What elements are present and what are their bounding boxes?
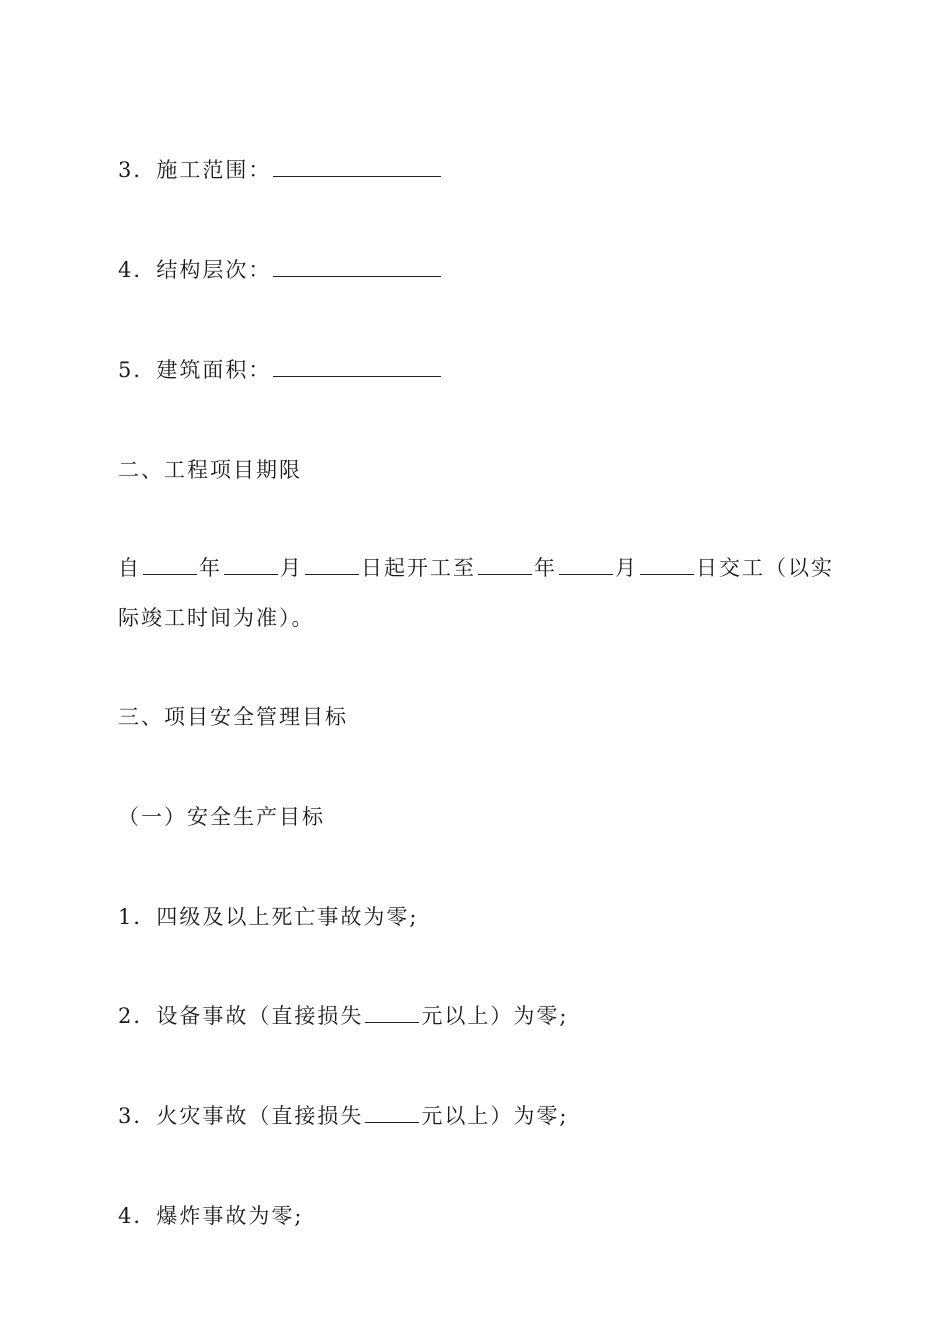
year-blank[interactable] [143, 554, 197, 575]
month-blank[interactable] [559, 554, 613, 575]
goal-item [118, 1101, 568, 1131]
period-text: 月 [280, 556, 303, 580]
day-blank[interactable] [640, 554, 694, 575]
goal-item [118, 1001, 568, 1031]
goal-text: 3．火灾事故（直接损失 [118, 1104, 364, 1128]
goal-item: 4．爆炸事故为零; [118, 1204, 304, 1228]
item-structure-levels [118, 255, 441, 285]
amount-blank[interactable] [365, 1102, 419, 1123]
goal-text: 元以上）为零; [421, 1004, 569, 1028]
section-heading-safety: 三、项目安全管理目标 [118, 705, 348, 729]
goal-text: 元以上）为零; [421, 1104, 569, 1128]
section-heading-period: 二、工程项目期限 [118, 458, 302, 482]
period-line-1 [118, 553, 834, 583]
item-label: 4．结构层次： [118, 258, 272, 282]
goal-text: 2．设备事故（直接损失 [118, 1004, 364, 1028]
period-text: 自 [118, 556, 141, 580]
item-building-area [118, 355, 441, 385]
subheading-safety-goals: （一）安全生产目标 [118, 805, 325, 829]
period-text: 日交工（以实 [696, 556, 834, 580]
period-text: 年 [534, 556, 557, 580]
item-label: 5．建筑面积： [118, 358, 272, 382]
year-blank[interactable] [478, 554, 532, 575]
item-label: 3．施工范围： [118, 158, 272, 182]
day-blank[interactable] [305, 554, 359, 575]
fill-in-blank[interactable] [273, 356, 441, 377]
month-blank[interactable] [224, 554, 278, 575]
period-line-2: 际竣工时间为准）。 [118, 606, 315, 630]
amount-blank[interactable] [365, 1002, 419, 1023]
period-text: 年 [199, 556, 222, 580]
goal-item: 1．四级及以上死亡事故为零; [118, 905, 419, 929]
period-text: 日起开工至 [361, 556, 476, 580]
period-text: 月 [615, 556, 638, 580]
fill-in-blank[interactable] [273, 156, 441, 177]
fill-in-blank[interactable] [273, 256, 441, 277]
item-construction-scope [118, 155, 441, 185]
